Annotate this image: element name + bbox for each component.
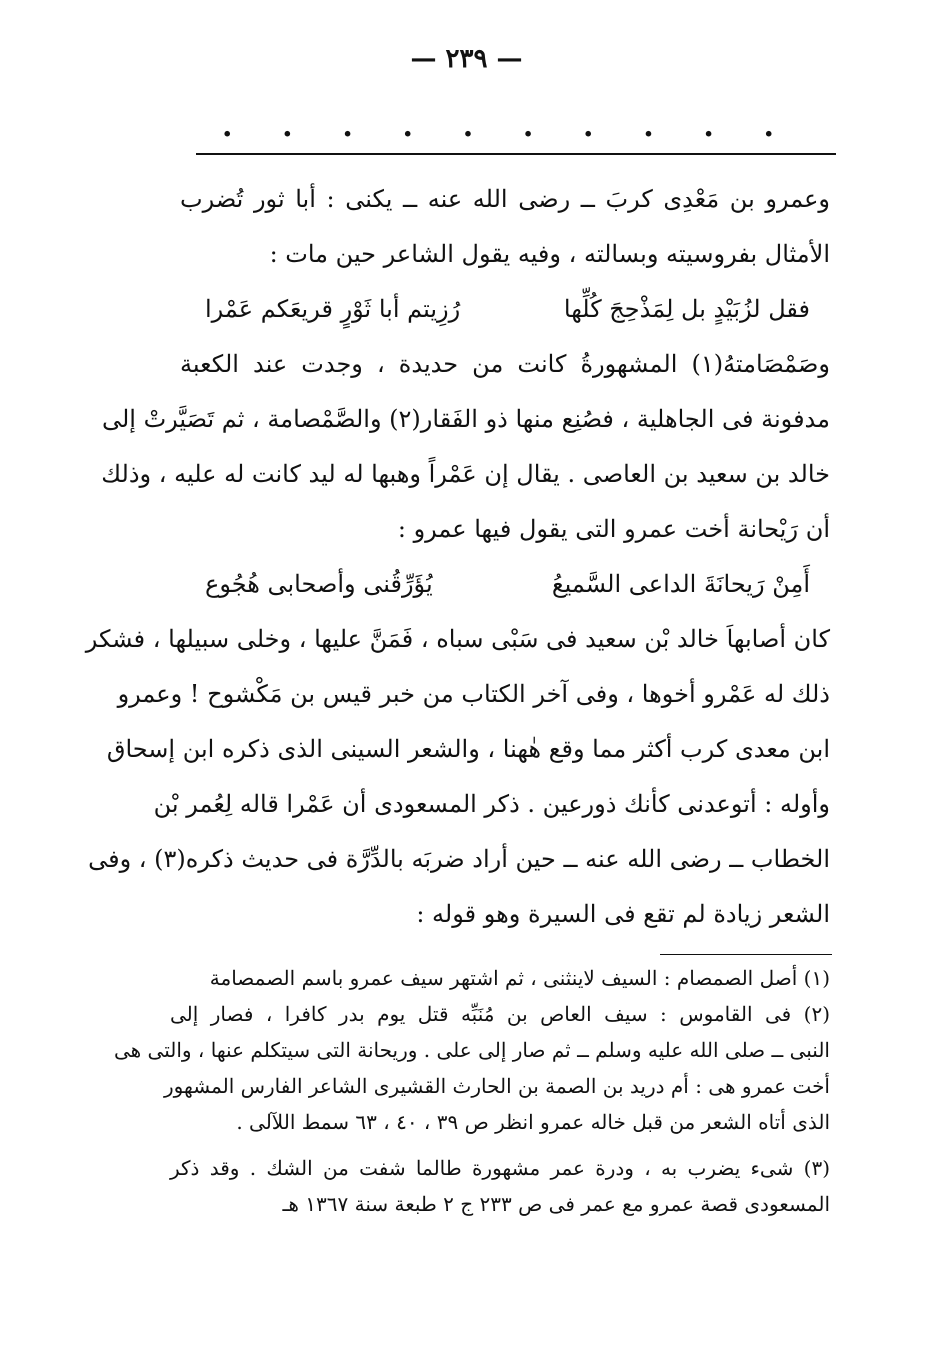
header-rule (196, 153, 836, 155)
text-line: الأمثال بفروسيته وبسالته ، وفيه يقول الشاعر حين مات : (269, 240, 830, 268)
text-line: خالد بن سعيد بن العاصى . يقال إن عَمْراً وهبها له ليد كانت له عليه ، وذلك (101, 460, 830, 488)
footnote-line: المسعودى قصة عمرو مع عمر فى ص ٢٣٣ ج ٢ طبعة سنة ١٣٦٧ هـ (282, 1192, 830, 1216)
dot: . (282, 109, 293, 144)
verse-hemistich-second: يُؤَرِّقُنى وأصحابى هُجُوع (205, 570, 433, 598)
text-line: وأوله : أتوعدنى كأنك ذورعين . ذكر المسعودى أن عَمْرا قاله لِعُمر بْن (153, 790, 830, 818)
footnote-line: (١) أصل الصمصام : السيف لاينثنى ، ثم اشتهر سيف عمرو باسم الصمصامة (209, 966, 830, 990)
text-line: ذلك له عَمْرو أخوها ، وفى آخر الكتاب من خبر قيس بن مَكْشوح ! وعمرو (117, 680, 830, 708)
verse-hemistich-first: فقل لزُبَيْدٍ بل لِمَذْحِجَ كُلِّها (563, 295, 810, 323)
dot: . (342, 109, 353, 144)
verse-line (180, 557, 830, 612)
dot: . (763, 109, 774, 144)
text-line: وعمرو بن مَعْدِى كربَ ــ رضى الله عنه ــ يكنى : أبا ثور تُضرب (180, 185, 830, 213)
page-number: — ٢٣٩ — (410, 44, 523, 74)
dot: . (643, 109, 654, 144)
dot: . (402, 109, 413, 144)
footnote-line: (٣) شىء يضرب به ، ودرة عمر مشهورة طالما شفت من الشك . وقد ذكر (170, 1156, 830, 1180)
footnote-line: (٢) فى القاموس : سيف العاص بن مُنَبِّه قتل يوم بدر كافرا ، فصار إلى (170, 1002, 831, 1026)
dot: . (522, 109, 534, 144)
footnote-rule (660, 954, 832, 955)
text-line: مدفونة فى الجاهلية ، فصُنِع منها ذو الفَقار(٢) والصَّمْصامة ، ثم تَصَيَّرتْ إلى (101, 405, 830, 433)
footnote-line: أخت عمرو هى : أم دريد بن الصمة بن الحارث القشيرى الشاعر الفارس المشهور (163, 1074, 830, 1098)
dot: . (462, 109, 474, 144)
dot: . (583, 109, 594, 144)
verse-hemistich-first: أَمِنْ رَيحانَةَ الداعى السَّميعُ (551, 570, 810, 598)
text-line: وصَمْصَامتهُ(١) المشهورةُ كانت من حديدة ، وجدت عند الكعبة (180, 350, 830, 378)
footnote-line: الذى أتاه الشعر من قبل خاله عمرو انظر ص ٣٩ ، ٤٠ ، ٦٣ سمط اللآلى . (236, 1110, 830, 1134)
text-line: الخطاب ــ رضى الله عنه ــ حين أراد ضربَه بالدِّرَّة فى حديث ذكره(٣) ، وفى (88, 845, 830, 873)
text-line: ابن معدى كرب أكثر مما وقع هٰهنا ، والشعر السينى الذى ذكره ابن إسحاق (106, 735, 830, 763)
text-line: أن رَيْحانة أخت عمرو التى يقول فيها عمرو : (397, 515, 830, 543)
ornamental-dots (222, 109, 774, 144)
verse-hemistich-second: رُزِيتم أبا ثَوْرٍ قريعَكم عَمْرا (205, 295, 461, 323)
text-line: الشعر زيادة لم تقع فى السيرة وهو قوله : (416, 900, 830, 928)
footnote-line: النبى ــ صلى الله عليه وسلم ــ ثم صار إلى على . وريحانة التى سيتكلم عنها ، والتى هى (113, 1038, 830, 1062)
footnotes (113, 960, 831, 1222)
text-line: كان أصابهاَ خالد بْن سعيد فى سَبْى سباه ، فَمَنَّ عليها ، وخلى سبيلها ، فشكر (85, 625, 830, 653)
dot: . (222, 109, 233, 144)
dot: . (703, 109, 714, 144)
verse-line (180, 282, 830, 337)
main-text (85, 172, 830, 942)
